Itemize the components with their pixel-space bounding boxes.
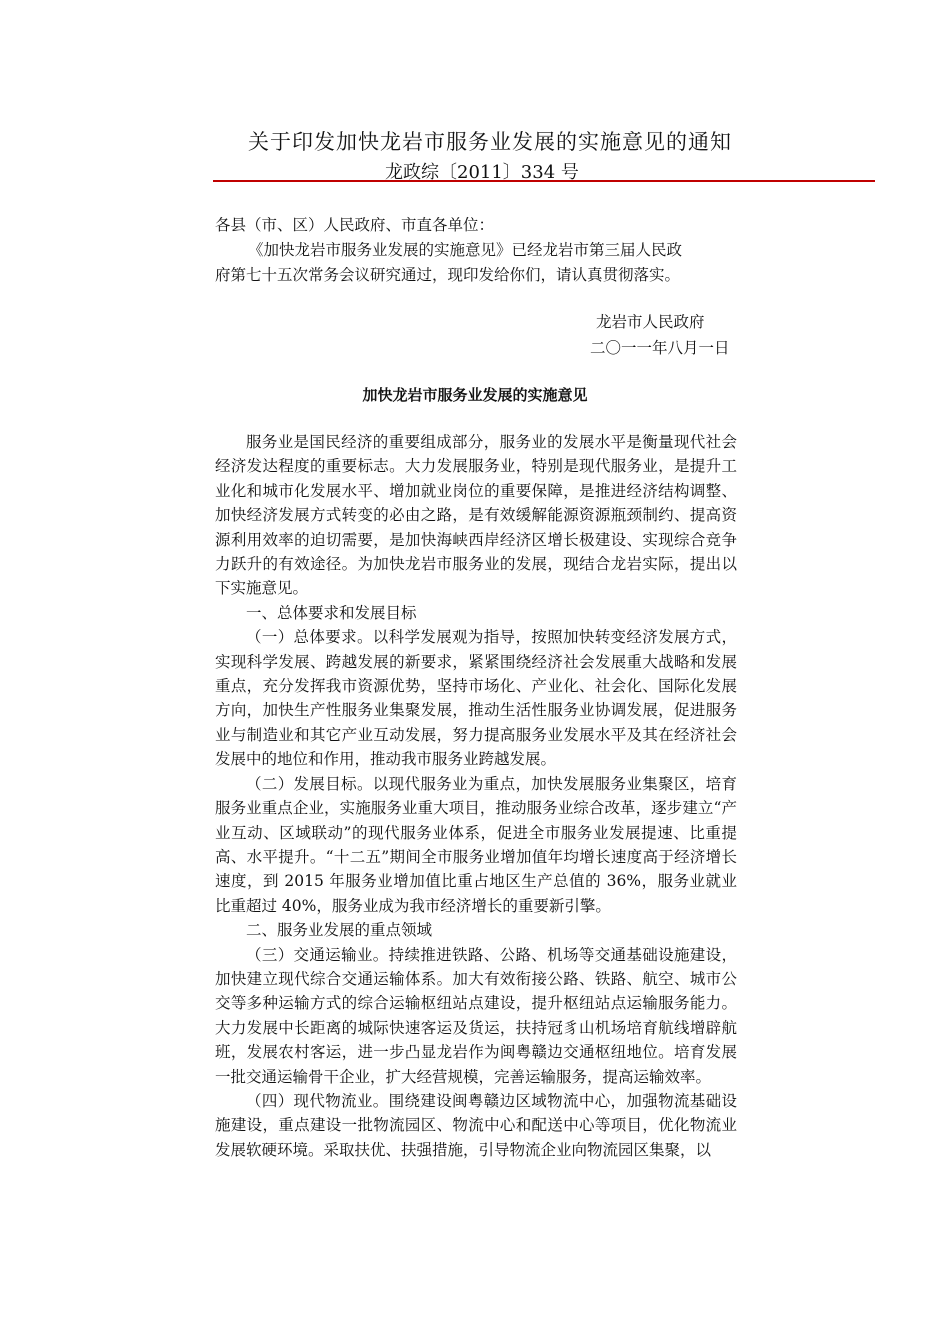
item-paragraph-2: （二）发展目标。以现代服务业为重点，加快发展服务业集聚区，培育服务业重点企业，实施服务业重大项目，推动服务业综合改革，逐步建立“产业互动、区域联动”的现代服务业体系，促进全市服务业发展提速、比重提高、水平提升。“十二五”期间全市服务业增加值年均增长速度高于经济增长速度，到 2015 年服务业增加值比重占地区生产总值的 36%，服务业就业比重超过 40%，服务业成为我市经济增长的重要新引擎。 (215, 774, 737, 915)
signature-org: 龙岩市人民政府 (596, 313, 705, 331)
notice-title: 关于印发加快龙岩市服务业发展的实施意见的通知 (248, 130, 732, 154)
opinion-title: 加快龙岩市服务业发展的实施意见 (362, 386, 588, 404)
opinion-body (215, 430, 737, 1162)
message-line-1: 《加快龙岩市服务业发展的实施意见》已经龙岩市第三届人民政 (248, 241, 683, 259)
red-divider (213, 180, 875, 182)
item-paragraph-3: （三）交通运输业。持续推进铁路、公路、机场等交通基础设施建设，加快建立现代综合交通运输体系。加大有效衔接公路、铁路、航空、城市公交等多种运输方式的综合运输枢纽站点建设，提升枢纽站点运输服务能力。大力发展中长距离的城际快速客运及货运，扶持冠豸山机场培育航线增辟航班，发展农村客运，进一步凸显龙岩作为闽粤赣边交通枢纽地位。培育发展一批交通运输骨干企业，扩大经营规模，完善运输服务，提高运输效率。 (215, 945, 737, 1086)
section-heading-1: 一、总体要求和发展目标 (246, 603, 417, 622)
document-number: 龙政综〔2011〕334 号 (385, 162, 579, 183)
intro-paragraph: 服务业是国民经济的重要组成部分，服务业的发展水平是衡量现代社会经济发达程度的重要标志。大力发展服务业，特别是现代服务业，是提升工业化和城市化发展水平、增加就业岗位的重要保障，是推进经济结构调整、加快经济发展方式转变的必由之路，是有效缓解能源资源瓶颈制约、提高资源利用效率的迫切需要，是加快海峡西岸经济区增长极建设、实现综合竞争力跃升的有效途径。为加快龙岩市服务业的发展，现结合龙岩实际，提出以下实施意见。 (215, 433, 737, 598)
addressee: 各县（市、区）人民政府、市直各单位： (215, 216, 495, 234)
section-heading-2: 二、服务业发展的重点领域 (246, 921, 433, 940)
message-line-2: 府第七十五次常务会议研究通过，现印发给你们，请认真贯彻落实。 (215, 266, 681, 284)
signature-date: 二〇一一年八月一日 (590, 339, 730, 357)
item-paragraph-1: （一）总体要求。以科学发展观为指导，按照加快转变经济发展方式，实现科学发展、跨越发展的新要求，紧紧围绕经济社会发展重大战略和发展重点，充分发挥我市资源优势，坚持市场化、产业化、社会化、国际化发展方向，加快生产性服务业集聚发展，推动生活性服务业协调发展，促进服务业与制造业和其它产业互动发展，努力提高服务业发展水平及其在经济社会发展中的地位和作用，推动我市服务业跨越发展。 (215, 628, 737, 769)
item-paragraph-4: （四）现代物流业。围绕建设闽粤赣边区域物流中心，加强物流基础设施建设，重点建设一批物流园区、物流中心和配送中心等项目，优化物流业发展软硬环境。采取扶优、扶强措施，引导物流企业向物流园区集聚，以 (215, 1091, 737, 1159)
